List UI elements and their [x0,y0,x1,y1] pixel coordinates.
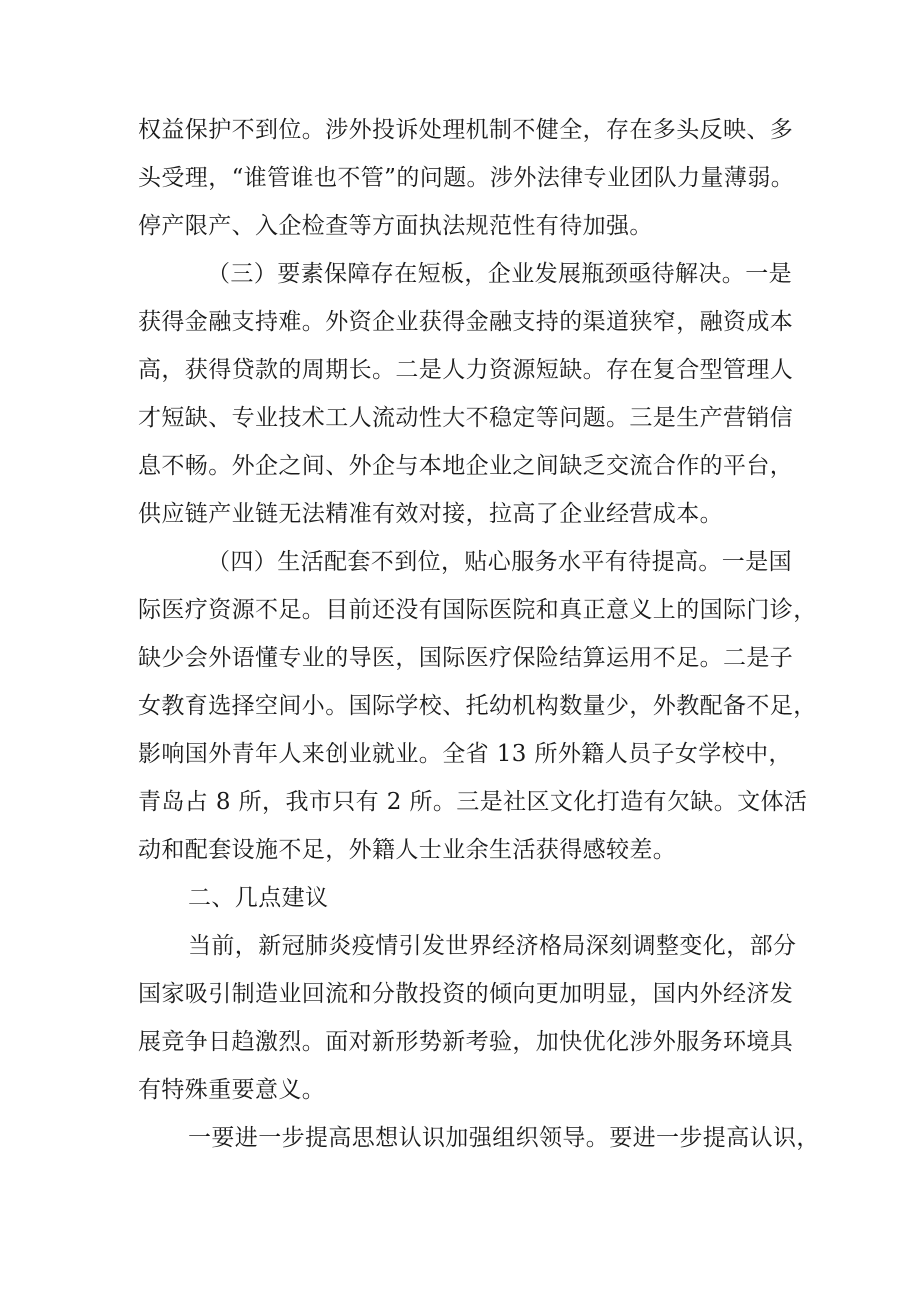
text-line: 女教育选择空间小。国际学校、托幼机构数量少，外教配备不足， [138,693,817,719]
text-line: 影响国外青年人来创业就业。全省 13 所外籍人员子女学校中， [138,741,792,767]
text-line: 高，获得贷款的周期长。二是人力资源短缺。存在复合型管理人 [138,357,794,383]
text-line: 动和配套设施不足，外籍人士业余生活获得感较差。 [138,837,677,863]
section-title: 二、几点建议 [188,885,329,911]
text-line: 获得金融支持难。外资企业获得金融支持的渠道狭窄，融资成本 [138,309,794,335]
text-line: 息不畅。外企之间、外企与本地企业之间缺乏交流合作的平台， [138,453,794,479]
text-line: 青岛占 8 所，我市只有 2 所。三是社区文化打造有欠缺。文体活 [138,789,808,815]
text-line: 展竞争日趋激烈。面对新形势新考验，加快优化涉外服务环境具 [138,1029,794,1055]
section-heading-4: （四）生活配套不到位，贴心服务水平有待提高。一是国 [207,549,792,575]
text-line: 有特殊重要意义。 [138,1077,326,1103]
text-line: 供应链产业链无法精准有效对接，拉高了企业经营成本。 [138,501,723,527]
text-line: 当前，新冠肺炎疫情引发世界经济格局深刻调整变化，部分 [188,933,797,959]
text-line: 缺少会外语懂专业的导医，国际医疗保险结算运用不足。二是子 [138,645,794,671]
text-line: 际医疗资源不足。目前还没有国际医院和真正意义上的国际门诊， [138,597,817,623]
text-line: 一要进一步提高思想认识加强组织领导。要进一步提高认识， [188,1125,820,1151]
section-heading-3: （三）要素保障存在短板，企业发展瓶颈亟待解决。一是 [207,261,792,287]
text-line: 国家吸引制造业回流和分散投资的倾向更加明显，国内外经济发 [138,981,794,1007]
text-line: 权益保护不到位。涉外投诉处理机制不健全，存在多头反映、多 [138,117,794,143]
text-line: 头受理，“谁管谁也不管”的问题。涉外法律专业团队力量薄弱。 [138,165,795,191]
text-line: 才短缺、专业技术工人流动性大不稳定等问题。三是生产营销信 [138,405,794,431]
text-line: 停产限产、入企检查等方面执法规范性有待加强。 [138,213,653,239]
